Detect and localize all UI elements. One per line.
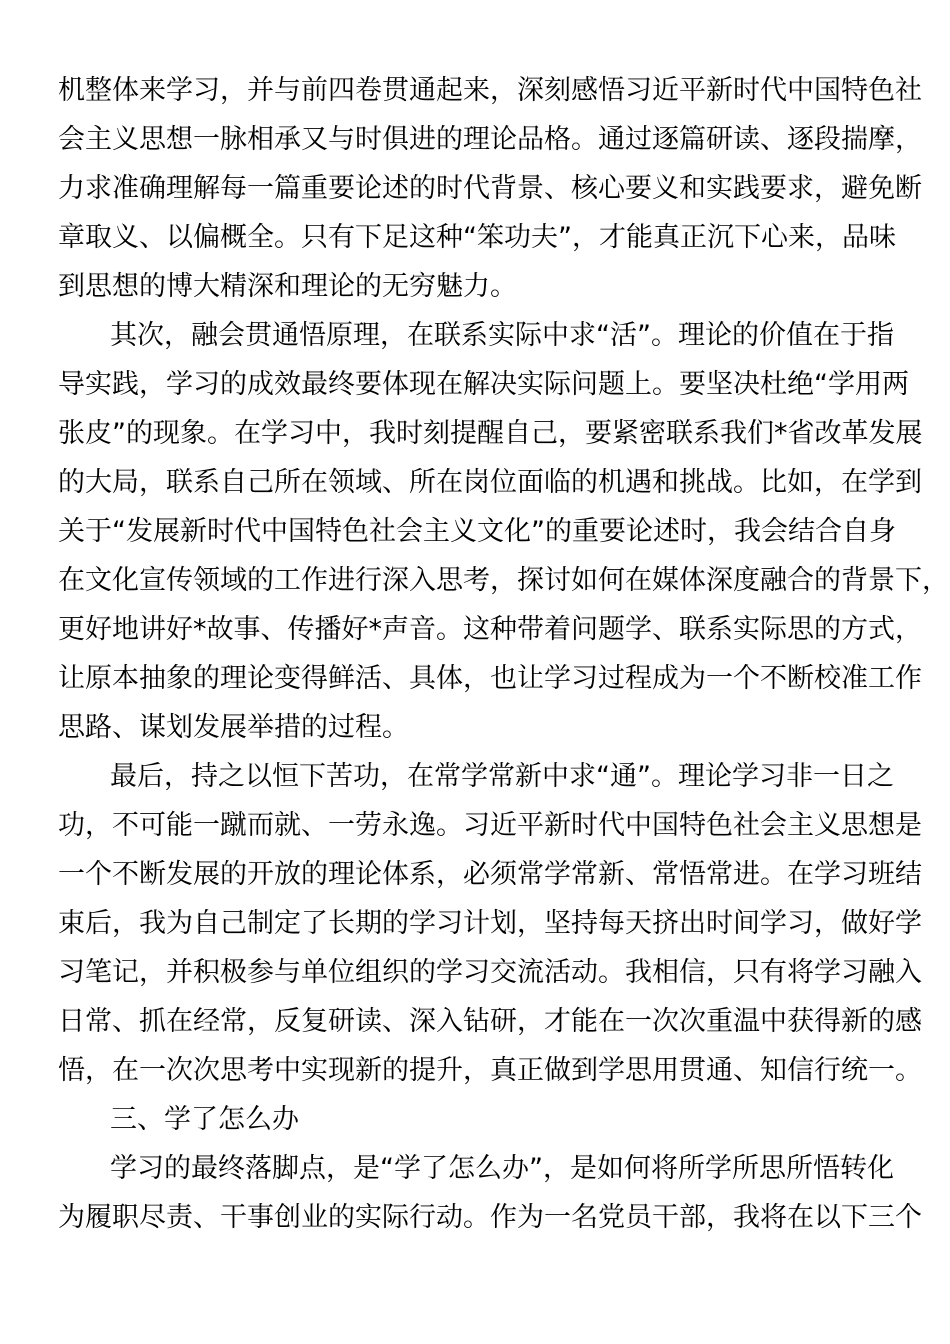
text-line: 更好地讲好*故事、传播好*声音。这种带着问题学、联系实际思的方式，	[58, 614, 922, 645]
section-heading: 三、学了怎么办	[110, 1104, 299, 1135]
text-line: 章取义、以偏概全。只有下足这种“笨功夫”，才能真正沉下心来，品味	[58, 222, 896, 253]
text-line: 到思想的博大精深和理论的无穷魅力。	[58, 271, 517, 302]
text-line: 张皮”的现象。在学习中，我时刻提醒自己，要紧密联系我们*省改革发展	[58, 418, 923, 449]
text-line: 悟，在一次次思考中实现新的提升，真正做到学思用贯通、知信行统一。	[58, 1055, 922, 1086]
text-line: 功，不可能一蹴而就、一劳永逸。习近平新时代中国特色社会主义思想是	[58, 810, 922, 841]
text-line: 机整体来学习，并与前四卷贯通起来，深刻感悟习近平新时代中国特色社	[58, 75, 922, 106]
text-line: 一个不断发展的开放的理论体系，必须常学常新、常悟常进。在学习班结	[58, 859, 922, 890]
text-line: 的大局，联系自己所在领域、所在岗位面临的机遇和挑战。比如，在学到	[58, 467, 922, 498]
text-line: 让原本抽象的理论变得鲜活、具体，也让学习过程成为一个不断校准工作	[58, 663, 922, 694]
text-line: 思路、谋划发展举措的过程。	[58, 712, 409, 743]
text-line: 其次，融会贯通悟原理，在联系实际中求“活”。理论的价值在于指	[110, 320, 894, 351]
text-line: 束后，我为自己制定了长期的学习计划，坚持每天挤出时间学习，做好学	[58, 908, 922, 939]
text-line: 习笔记，并积极参与单位组织的学习交流活动。我相信，只有将学习融入	[58, 957, 922, 988]
text-line: 日常、抓在经常，反复研读、深入钻研，才能在一次次重温中获得新的感	[58, 1006, 922, 1037]
text-line: 为履职尽责、干事创业的实际行动。作为一名党员干部，我将在以下三个	[58, 1202, 922, 1233]
text-line: 最后，持之以恒下苦功，在常学常新中求“通”。理论学习非一日之	[110, 761, 894, 792]
text-line: 在文化宣传领域的工作进行深入思考，探讨如何在媒体深度融合的背景下，	[58, 565, 949, 596]
text-line: 会主义思想一脉相承又与时俱进的理论品格。通过逐篇研读、逐段揣摩，	[58, 124, 922, 155]
text-line: 学习的最终落脚点，是“学了怎么办”，是如何将所学所思所悟转化	[110, 1153, 894, 1184]
text-line: 关于“发展新时代中国特色社会主义文化”的重要论述时，我会结合自身	[58, 516, 896, 547]
text-line: 力求准确理解每一篇重要论述的时代背景、核心要义和实践要求，避免断	[58, 173, 922, 204]
text-line: 导实践，学习的成效最终要体现在解决实际问题上。要坚决杜绝“学用两	[58, 369, 909, 400]
